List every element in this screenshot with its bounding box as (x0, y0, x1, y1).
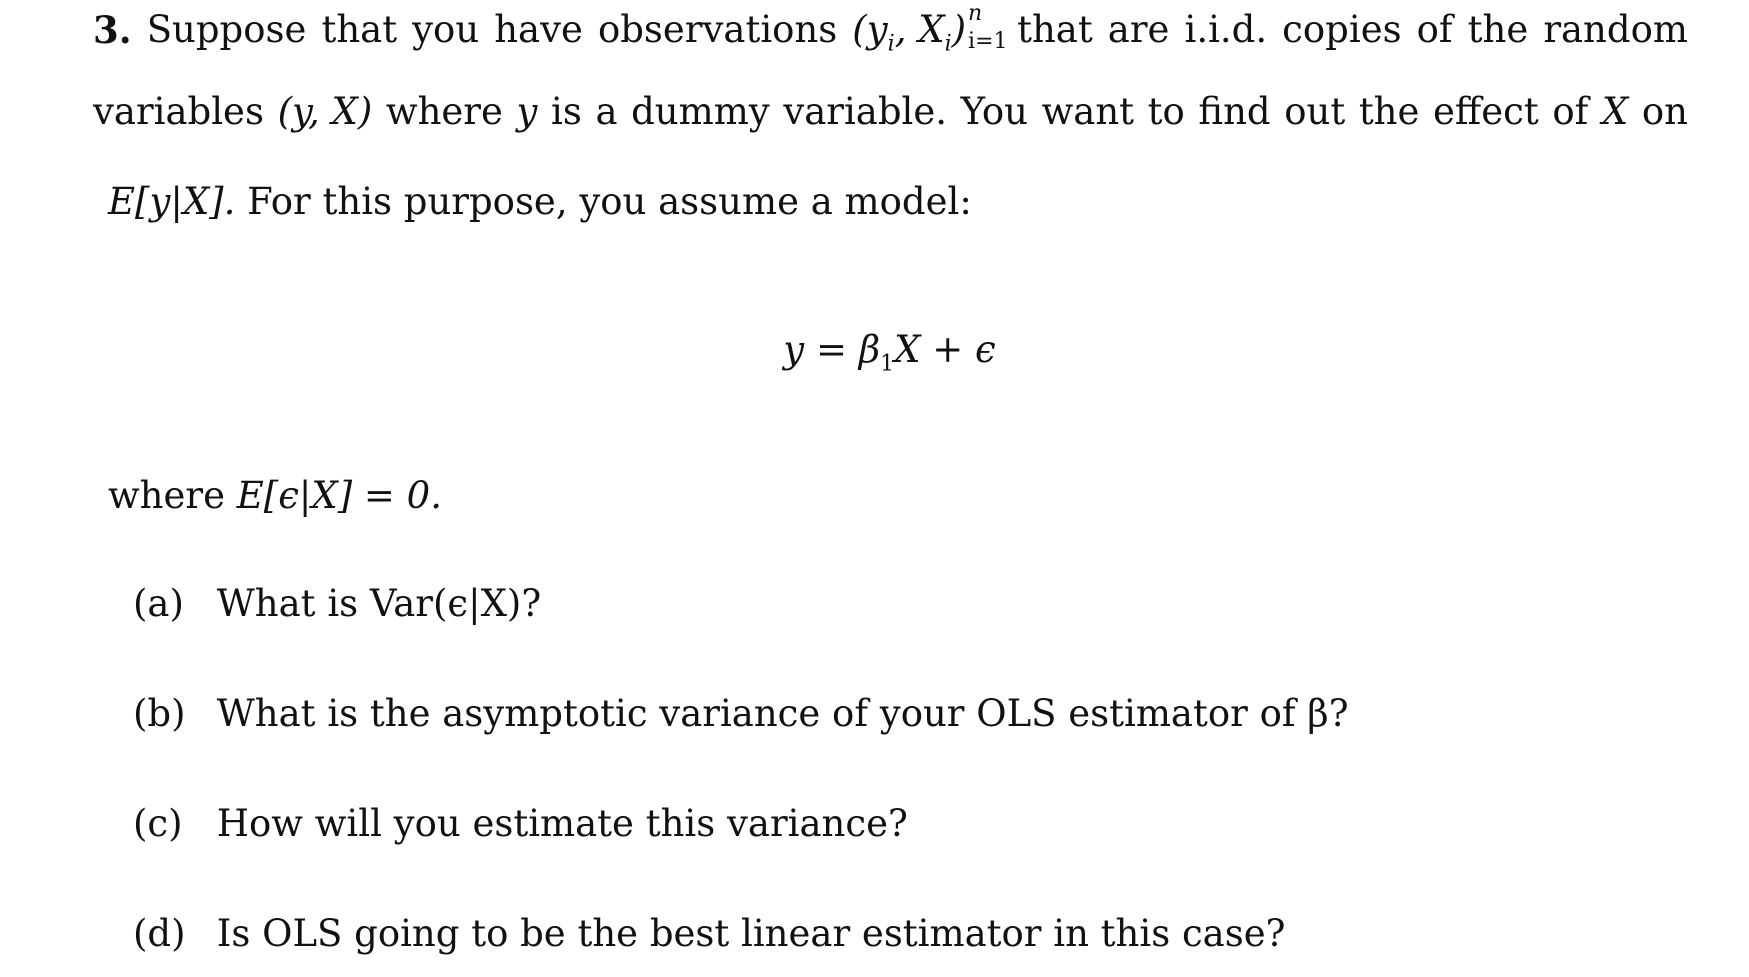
word: Suppose (146, 8, 307, 51)
equation-beta: $\beta_1X$ (858, 328, 921, 377)
word: want (1041, 90, 1135, 133)
part-text: What is the asymptotic variance of your OLS estimator of β? (216, 692, 1349, 735)
part-label: (b) (133, 692, 186, 735)
equation-y: y (783, 328, 805, 371)
word: that (1017, 8, 1093, 51)
assumption-math: E[ϵ|X] = 0. (236, 474, 442, 517)
conditional-expectation: E[y|X]. (108, 180, 236, 223)
word: you (412, 8, 480, 51)
problem-intro-line-3 (108, 178, 972, 226)
word: where (385, 90, 503, 133)
part-text: What is Var(ϵ|X)? (216, 582, 542, 625)
part-text: Is OLS going to be the best linear estimator in this case? (216, 912, 1286, 955)
part-label: (c) (133, 802, 183, 845)
word: variables (93, 90, 264, 133)
word: the (1358, 90, 1420, 133)
word: have (494, 8, 583, 51)
line-text: For this purpose, you assume a model: (247, 180, 972, 223)
observation-pair: ($y_i$, $X_i$) (852, 8, 967, 57)
word: out (1284, 90, 1346, 133)
word: is (551, 90, 582, 133)
word: of (1552, 90, 1589, 133)
question-part-b (133, 690, 1349, 738)
observations-math (852, 1, 1008, 57)
word: the (1467, 8, 1529, 51)
word: random (1543, 8, 1688, 51)
word: i.i.d. (1184, 8, 1268, 51)
equation-plus: + (932, 328, 975, 371)
word: observations (597, 8, 838, 51)
part-text: How will you estimate this variance? (216, 802, 908, 845)
equation-epsilon: ϵ (974, 328, 996, 371)
question-part-c (133, 800, 908, 848)
where-text: where (108, 474, 225, 517)
equation-equals: = (815, 328, 859, 371)
word: to (1147, 90, 1185, 133)
problem-intro-line-2 (93, 88, 1688, 136)
part-label: (a) (133, 582, 184, 625)
word: variable. (783, 90, 948, 133)
question-part-a (133, 580, 541, 628)
word: on (1641, 90, 1688, 133)
word-math: X (1601, 90, 1629, 133)
word: that (321, 8, 398, 51)
word: a (595, 90, 618, 133)
word: find (1198, 90, 1271, 133)
word: dummy (631, 90, 770, 133)
part-label: (d) (133, 912, 186, 955)
assumption-line (108, 472, 442, 520)
model-equation (0, 326, 1749, 377)
question-part-d (133, 910, 1285, 958)
word-math: (y, X) (277, 90, 373, 133)
word-math: y (516, 90, 538, 133)
problem-intro-line-1 (93, 1, 1688, 57)
index-range: n i=1 (968, 1, 1008, 54)
word: You (960, 90, 1028, 133)
word: effect (1433, 90, 1539, 133)
word: of (1416, 8, 1453, 51)
word: copies (1282, 8, 1402, 51)
word: are (1107, 8, 1170, 51)
problem-number: 3. (93, 8, 132, 52)
